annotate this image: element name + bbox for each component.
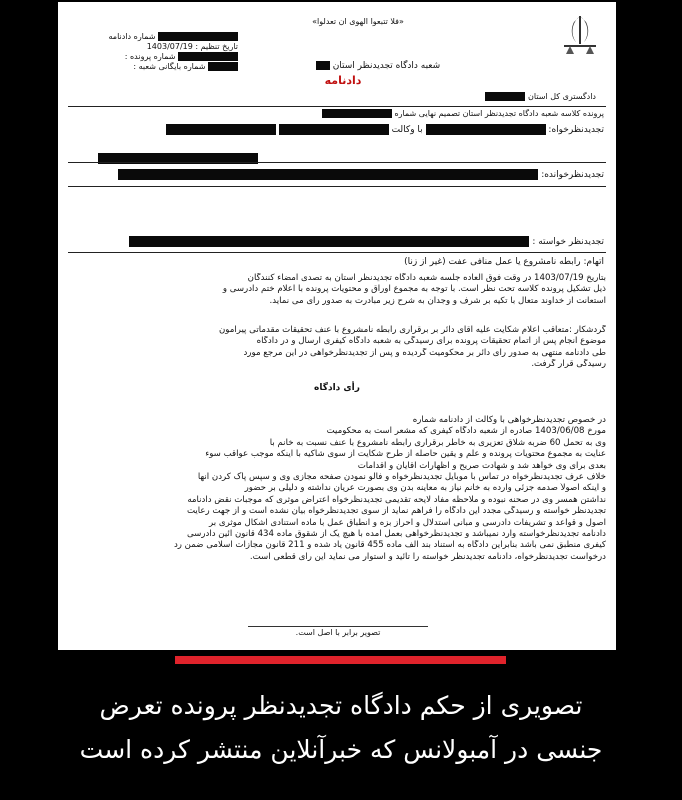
redaction — [279, 124, 389, 135]
date-value: 1403/07/19 — [146, 42, 193, 51]
text-line: در خصوص تجدیدنظرخواهی با وکالت از دادنامه شماره — [412, 415, 606, 425]
file-class-line: پرونده کلاسه شعبه دادگاه تجدیدنظر استان تصمیم نهایی شماره — [322, 109, 604, 119]
court-verdict-document — [58, 2, 616, 650]
iran-emblem-icon — [558, 12, 602, 58]
appellant-extra — [98, 148, 258, 167]
redaction — [166, 124, 276, 135]
charge: اتهام: رابطه نامشروع یا عمل منافی عفت (غیر از زنا) — [404, 257, 604, 267]
redaction — [118, 169, 538, 180]
text-line: اصول و قواعد و تشریفات دادرسی و مبانی استدلال و احراز بزه و انطباق عمل با ماده استنادی اشکال موثری بر — [208, 517, 606, 528]
text-line: وی به تحمل 60 ضربه شلاق تعزیری به خاطر برقراری رابطه نامشروع با عنف نسبت به خانم با — [269, 437, 606, 448]
text-line: و اینکه اصولاً صدمه جزئی وارده به خانم نیاز به معاینه بدن وی بصورت عریان نداشته و دلیلی بر حضور — [244, 483, 606, 494]
text-line: تجدیدنظر خواسته و رسیدگی مجدد این دادگاه را فراهم نماید از سوی تجدیدنظرخواه بیان نشده است و از جهت رعایت — [186, 506, 606, 517]
appellee-label: تجدیدنظرخوانده: — [541, 170, 604, 180]
date-label: تاریخ تنظیم : — [195, 42, 238, 51]
caption-line-1: تصویری از حکم دادگاه تجدیدنظر پرونده تعرض — [99, 691, 583, 720]
archive-label: شماره بایگانی شعبه : — [133, 62, 206, 71]
appealed-row — [129, 236, 604, 248]
text-line: خلاف عرف تجدیدنظرخواه در تماس با موبایل تجدیدنظرخواه و فالو نمودن صفحه مجازی وی و سپس پاک کردن آنها — [197, 472, 606, 482]
text-line: بعدی برای وی خواهد شد و شهادت صریح و اظهارات آقایان و اقدامات — [357, 460, 606, 471]
accent-bar — [175, 656, 506, 664]
case-meta — [108, 32, 238, 72]
file-no-label: شماره پرونده : — [124, 52, 176, 61]
verse: «فلا تتبعوا الهوی ان تعدلوا» — [312, 17, 404, 26]
redaction — [322, 109, 392, 118]
text-line: نداشتن همسر وی در صحنه نبوده و ملاحظه مفاد لایحه تقدیمی تجدیدنظرخواه اعتراض موثری که موجبات نقض دادنامه — [187, 494, 606, 505]
caption-line-2: جنسی در آمبولانس که خبرآنلاین منتشر کرده است — [79, 735, 603, 764]
redaction — [178, 52, 238, 61]
redaction — [426, 124, 546, 135]
text-line: بتاریخ 1403/07/19 در وقت فوق العاده جلسه شعبه دادگاه تجدیدنظر استان به تصدی امضاء کنندگان — [247, 273, 606, 283]
redaction — [129, 236, 529, 247]
appellant-row: تجدیدنظرخواه: با وکالت — [166, 124, 604, 136]
text-line: مورخ 1403/06/08 صادره از شعبه دادگاه کیفری که مشعر است به محکومیت — [326, 426, 606, 437]
authority: دادگستری کل استان — [485, 92, 596, 102]
appealed-label: تجدیدنظر خواسته : — [532, 237, 604, 247]
appellee-row — [118, 169, 604, 181]
document-title: دادنامه — [324, 74, 362, 87]
text-line: استعانت از خداوند متعال با تکیه بر شرف و وجدان به شرح زیر مبادرت به صدور رای می نماید. — [269, 295, 606, 306]
text-line: رسیدگی قرار گرفت. — [531, 359, 606, 370]
appellant-label: تجدیدنظرخواه: — [548, 125, 604, 135]
text-line: گردشکار :متعاقب اعلام شکایت علیه آقای دائر بر برقراری رابطه نامشروع با عنف تحقیقات مقدماتی پیرامون — [218, 325, 606, 335]
text-line: درخواست تجدیدنظرخواه، دادنامه تجدیدنظر خواسته را تائید و استوار می نماید این رای قطعی است. — [249, 551, 606, 562]
redaction — [158, 32, 238, 41]
case-no-label: شماره دادنامه — [108, 32, 156, 41]
text-line: طی دادنامه منتهی به صدور رای دائر بر محکومیت گردیده و پس از تجدیدنظرخواهی در این مرجع مورد — [243, 347, 606, 358]
stamp-text: تصویر برابر با اصل است. — [248, 626, 428, 638]
text-line: ذیل تشکیل پرونده کلاسه تحت نظر است. با توجه به مجموع اوراق و محتویات پرونده با اعلام ختم دادرسی و — [222, 284, 606, 295]
redaction — [316, 61, 330, 70]
header-line: شعبه دادگاه تجدیدنظر استان — [268, 60, 488, 72]
redaction — [485, 92, 525, 101]
redaction — [208, 62, 238, 71]
text-line: کیفری منطبق نمی باشد بنابراین دادگاه به استناد بند الف ماده 455 قانون یاد شده و 211 قانون مجازات اسلامی ضمن رد — [173, 540, 606, 551]
text-line: دادنامه تجدیدنظرخواسته وارد نمیباشد و تجدیدنظرخواهی بعمل آمده با هیچ یک از شقوق ماده 434 قانون آئین دادرسی — [187, 529, 606, 539]
text-line: عنایت به مجموع محتویات پرونده و علم و یقین حاصله از طرح شکایت از سوی شاکیه با اینکه موجب عواقب سوء — [205, 449, 606, 460]
text-line: موضوع انجام پس از اتمام تحقیقات پرونده برای رسیدگی به شعبه دادگاه کیفری ارسال و در دادگاه — [256, 336, 606, 347]
section-title: رأی دادگاه — [314, 383, 360, 393]
